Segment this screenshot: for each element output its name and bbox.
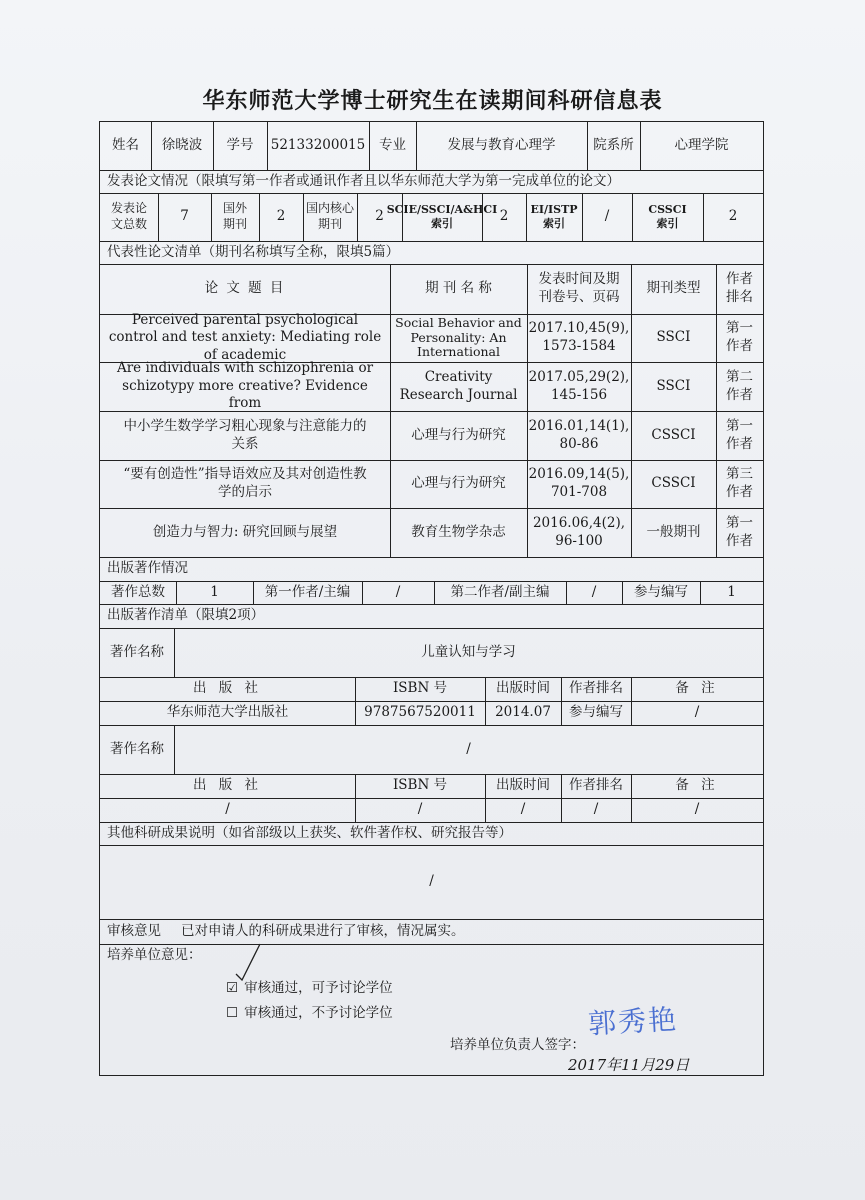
- rep-list-heading: 代表性论文清单（期刊名称填写全称，限填5篇）: [107, 243, 400, 260]
- books-list-heading: 出版著作清单（限填2项）: [107, 607, 265, 624]
- signature-handwritten: 郭秀艳: [587, 1002, 679, 1041]
- foreign-label: 国外期刊: [222, 201, 247, 231]
- cssci-value: 2: [728, 208, 738, 225]
- paper-2-title: Are individuals with schizophrenia or schizotypy more creative? Evidence from: [116, 360, 374, 412]
- paper-2-journal: Creativity Research Journal: [399, 368, 518, 403]
- first-author-label: 第一作者/主编: [264, 583, 351, 600]
- paper-5-title: 创造力与智力: 研究回顾与展望: [152, 523, 338, 540]
- paper-5-date: 2016.06,4(2), 96-100: [532, 514, 626, 549]
- book-1-publisher: 华东师范大学出版社: [166, 704, 289, 721]
- paper-5-journal: 教育生物学杂志: [411, 523, 506, 540]
- book-1-note-header: 备 注: [675, 680, 719, 697]
- paper-1-date: 2017.10,45(9), 1573-1584: [528, 320, 630, 354]
- book-2-isbn: /: [417, 801, 423, 818]
- option-pass-discuss-label: 审核通过，可予讨论学位: [244, 980, 393, 996]
- major-label: 专业: [379, 137, 406, 154]
- book-2-time: /: [520, 801, 526, 818]
- tick-mark-icon: [232, 942, 262, 982]
- unit-opinion-label: 培养单位意见：: [107, 947, 202, 964]
- paper-3-journal: 心理与行为研究: [411, 426, 506, 443]
- paper-2-rank: 第二作者: [726, 368, 753, 403]
- other-heading: 其他科研成果说明（如省部级以上获奖、软件著作权、研究报告等）: [107, 824, 512, 841]
- sign-label: 培养单位负责人签字：: [450, 1037, 585, 1053]
- second-author-label: 第二作者/副主编: [450, 583, 550, 600]
- book-2-name: /: [466, 740, 471, 757]
- book-2-isbn-header: ISBN 号: [392, 777, 448, 794]
- participate-label: 参与编写: [634, 583, 688, 600]
- id-label: 学号: [226, 137, 254, 154]
- paper-3-rank: 第一作者: [726, 417, 753, 452]
- first-author-value: /: [395, 583, 401, 600]
- book-2-publisher-header: 出 版 社: [192, 777, 263, 794]
- books-total-label: 著作总数: [111, 583, 165, 600]
- papers-heading: 发表论文情况（限填写第一作者或通讯作者且以华东师范大学为第一完成单位的论文）: [107, 172, 620, 189]
- papers-total-label: 发表论文总数: [110, 201, 147, 231]
- paper-1-journal: Social Behavior and Personality: An International: [395, 315, 522, 360]
- ei-label: EI/ISTP索引: [530, 202, 578, 230]
- book-2-publisher: /: [225, 801, 230, 818]
- book-1-rank: 参与编写: [569, 704, 623, 721]
- paper-4-date: 2016.09,14(5), 701-708: [528, 466, 630, 500]
- option-pass-no-discuss[interactable]: [226, 1001, 393, 1021]
- sign-date: 2017年11月29日: [568, 1056, 690, 1074]
- book-2-rank: /: [593, 801, 599, 818]
- dept-value: 心理学院: [674, 137, 729, 154]
- dept-label: 院系所: [593, 137, 634, 154]
- books-heading: 出版著作情况: [107, 560, 188, 577]
- book-2-name-label: 著作名称: [110, 740, 164, 757]
- col-date-header: 发表时间及期刊卷号、页码: [538, 271, 620, 305]
- col-rank-header: 作者排名: [726, 271, 753, 305]
- paper-2-date: 2017.05,29(2), 145-156: [528, 368, 630, 403]
- paper-1-type: SSCI: [656, 329, 691, 346]
- domestic-label: 国内核心期刊: [306, 201, 355, 231]
- second-author-value: /: [591, 583, 597, 600]
- major-value: 发展与教育心理学: [447, 137, 556, 154]
- cssci-label: CSSCI索引: [648, 202, 687, 230]
- book-2-note: /: [694, 801, 700, 818]
- paper-1-title: Perceived parental psychological control and test anxiety: Mediating role of academic: [108, 311, 382, 363]
- document-title: 华东师范大学博士研究生在读期间科研信息表: [202, 88, 663, 114]
- review-label: 审核意见: [107, 922, 161, 939]
- book-2-rank-header: 作者排名: [569, 777, 623, 794]
- paper-5-rank: 第一作者: [726, 514, 753, 549]
- info-form: [99, 121, 764, 1076]
- scie-label: SCIE/SSCI/A&HCI索引: [386, 202, 498, 230]
- id-value: 52133200015: [270, 137, 366, 154]
- book-1-rank-header: 作者排名: [569, 680, 623, 697]
- book-2-time-header: 出版时间: [496, 777, 550, 794]
- paper-2-type: SSCI: [656, 377, 691, 394]
- col-title-header: 论 文 题 目: [204, 280, 286, 297]
- books-total-value: 1: [210, 583, 219, 600]
- book-2-note-header: 备 注: [675, 777, 719, 794]
- scie-value: 2: [499, 208, 509, 225]
- papers-total-value: 7: [180, 208, 189, 225]
- domestic-value: 2: [375, 208, 384, 225]
- unchecked-box-icon: ☐: [226, 1005, 239, 1021]
- book-1-name: 儿童认知与学习: [421, 643, 516, 660]
- book-1-note: /: [694, 704, 700, 721]
- book-1-isbn-header: ISBN 号: [392, 680, 448, 697]
- name-label: 姓名: [112, 137, 139, 154]
- participate-value: 1: [727, 583, 736, 600]
- book-1-name-label: 著作名称: [110, 643, 164, 660]
- col-journal-header: 期 刊 名 称: [425, 280, 492, 297]
- other-value: /: [429, 873, 434, 890]
- book-1-publisher-header: 出 版 社: [192, 680, 263, 697]
- paper-4-rank: 第三作者: [726, 466, 753, 500]
- paper-1-rank: 第一作者: [726, 320, 753, 354]
- option-pass-no-discuss-label: 审核通过，不予讨论学位: [244, 1005, 393, 1021]
- paper-4-type: CSSCI: [651, 475, 696, 492]
- book-1-isbn: 9787567520011: [364, 704, 476, 721]
- checked-box-icon: ☑: [226, 980, 239, 996]
- col-type-header: 期刊类型: [646, 280, 701, 297]
- paper-3-type: CSSCI: [651, 426, 696, 443]
- book-1-time: 2014.07: [495, 704, 551, 721]
- foreign-value: 2: [276, 208, 286, 225]
- paper-4-journal: 心理与行为研究: [411, 475, 506, 492]
- ei-value: /: [604, 208, 610, 225]
- book-1-time-header: 出版时间: [496, 680, 550, 697]
- paper-5-type: 一般期刊: [646, 523, 701, 540]
- paper-4-title: “要有创造性”指导语效应及其对创造性教学的启示: [123, 466, 367, 500]
- paper-3-title: 中小学生数学学习粗心现象与注意能力的关系: [123, 417, 367, 452]
- review-text: 已对申请人的科研成果进行了审核，情况属实。: [181, 922, 465, 939]
- paper-3-date: 2016.01,14(1), 80-86: [528, 417, 630, 452]
- name-value: 徐晓波: [161, 137, 203, 154]
